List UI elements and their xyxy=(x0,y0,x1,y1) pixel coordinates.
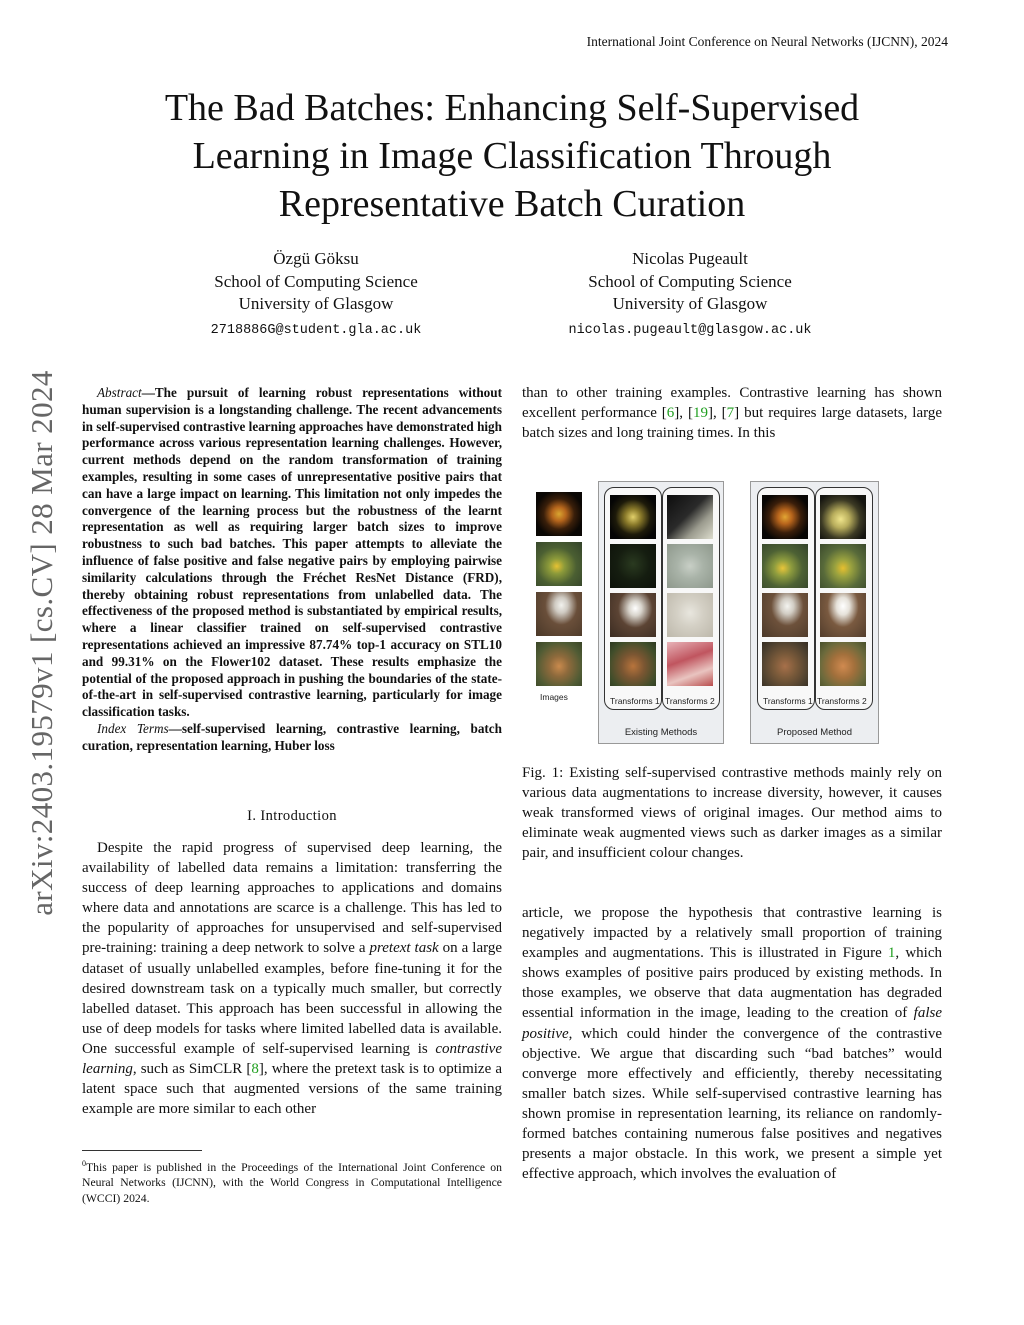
image-thumb xyxy=(762,544,808,588)
existing-methods-label: Existing Methods xyxy=(624,727,698,738)
image-thumb xyxy=(610,495,656,539)
image-thumb xyxy=(610,544,656,588)
abstract-label: Abstract xyxy=(97,385,142,400)
title-line-2: Learning in Image Classification Through xyxy=(192,135,832,177)
author-dept: School of Computing Science xyxy=(214,271,418,291)
abstract-text: —The pursuit of learning robust representations without human supervision is a longstanding challenge. The recent advancements in self-supervised contrastive learning approaches have demonstrated high performance across various representation learning challenges. However, current methods depend on the random transformation of training examples, resulting in some cases of unrepresentative positive pairs that can have a large impact on learning. This limitation not only impedes the convergence of the learning process but the robustness of the learnt representation as well as requiring larger batch sizes to improve robustness to such bad batches. This paper attempts to alleviate the influence of false positive and false negative pairs by employing pairwise similarity calculations through the Fréchet ResNet Distance (FRD), thereby obtaining robust representations from unlabelled data. The effectiveness of the proposed method is substantiated by empirical results, where a linear classifier trained on self-supervised contrastive representations achieved an impressive 87.74% top-1 accuracy on STL10 and 99.31% on the Flower102 dataset. These results emphasize the potential of the proposed approach in pushing the boundaries of the state-of-the-art in self-supervised contrastive learning, particularly for image classification tasks. xyxy=(82,385,502,720)
image-thumb xyxy=(536,542,582,586)
arxiv-sidebar xyxy=(22,345,62,940)
image-thumb xyxy=(820,544,866,588)
abstract xyxy=(82,385,502,755)
author-dept: School of Computing Science xyxy=(588,271,792,291)
paper-title xyxy=(92,84,932,228)
image-thumb xyxy=(820,593,866,637)
conference-header: International Joint Conference on Neural Networks (IJCNN), 2024 xyxy=(586,34,948,49)
figure-ref-link[interactable]: 1 xyxy=(887,945,896,962)
proposed-method-label: Proposed Method xyxy=(777,727,852,738)
title-line-3: Representative Batch Curation xyxy=(278,183,746,225)
image-thumb xyxy=(820,642,866,686)
right-column-top: than to other training examples. Contrastive learning has shown excellent performance [6], [19], [7] but requires large datasets, large batch sizes and long training times. In this xyxy=(522,385,942,442)
author-email[interactable]: 2718886G@student.gla.ac.uk xyxy=(210,322,422,338)
index-terms-label: Index Terms xyxy=(97,720,169,736)
citation-link[interactable]: 7 xyxy=(726,405,735,422)
image-thumb xyxy=(820,495,866,539)
section-heading: I. Introduction xyxy=(247,808,337,824)
arxiv-id: arXiv:2403.19579v1 [cs.CV] 28 Mar 2024 xyxy=(24,369,59,916)
image-thumb xyxy=(762,495,808,539)
transforms-1-label: Transforms 1 xyxy=(763,696,813,706)
transforms-2-label: Transforms 2 xyxy=(817,696,867,706)
image-thumb xyxy=(536,592,582,636)
title-line-1: The Bad Batches: Enhancing Self-Supervised xyxy=(164,87,860,129)
image-thumb xyxy=(667,593,713,637)
footnote: $^0$This paper is published in the Proceedings of the International Joint Conference on Neural Networks (IJCNN), with the World Congress in Computational Intelligence (WCCI) 2024. xyxy=(82,1159,502,1205)
image-thumb xyxy=(667,544,713,588)
images-label: Images xyxy=(540,692,568,702)
author-univ: University of Glasgow xyxy=(612,294,768,313)
author-1 xyxy=(166,248,466,342)
figure-1 xyxy=(530,478,890,746)
figure-caption: Fig. 1: Existing self-supervised contrastive methods mainly rely on various data augmentations to increase diversity, however, it causes weak transformed views of original images. Our method aims to eliminate weak augmented views such as darker images as a similar pair, and insufficient colour changes. xyxy=(522,765,942,862)
author-univ: University of Glasgow xyxy=(238,294,394,313)
transforms-2-label: Transforms 2 xyxy=(665,696,715,706)
image-thumb xyxy=(610,642,656,686)
author-2 xyxy=(540,248,840,342)
footnote-rule xyxy=(82,1150,202,1151)
image-thumb xyxy=(536,642,582,686)
author-name: Özgü Göksu xyxy=(273,249,359,268)
author-email[interactable]: nicolas.pugeault@glasgow.ac.uk xyxy=(568,322,812,338)
citation-link[interactable]: 19 xyxy=(692,405,708,422)
image-thumb xyxy=(762,593,808,637)
image-thumb xyxy=(762,642,808,686)
image-thumb xyxy=(536,492,582,536)
image-thumb xyxy=(610,593,656,637)
citation-link[interactable]: 6 xyxy=(666,405,675,422)
right-column-bottom: article, we propose the hypothesis that contrastive learning is negatively impacted by a relatively small proportion of training examples and augmentations. This is illustrated in Figure 1, which shows examples of positive pairs produced by existing methods. In those examples, we observe that data augmentation has degraded essential information in the image, leading to the creation of false positive, which could hinder the convergence of the contrastive objective. We argue that discarding such “bad batches” would converge more effectively and efficiently, thereby necessitating smaller batch sizes. While self-supervised contrastive learning has shown promise in representation learning, its reliance on randomly-formed batches containing numerous false positives and negatives presents a major obstacle. In this work, we present a simple yet effective approach, which involves the evaluation of xyxy=(522,905,942,1183)
index-terms-text: —self-supervised learning, contrastive learning, batch curation, representation learning, Huber loss xyxy=(82,720,502,753)
image-thumb xyxy=(667,495,713,539)
author-name: Nicolas Pugeault xyxy=(632,249,748,268)
intro-text: Despite the rapid progress of supervised deep learning, the availability of labelled data remains a limitation: transferring the success of deep learning approaches to applications and domains where data and annotations are scarce is a challenge. This has led to the popularity of approaches for unsupervised and self-supervised pre-training: training a deep network to solve a pretext task on a large dataset of usually unlabelled examples, before fine-tuning it for the desired downstream task on a typically much smaller, but correctly labelled dataset. This approach has been successful in allowing the use of deep models for tasks where limited labelled data is available. One successful example of self-supervised learning is contrastive learning, such as SimCLR [8], where the pretext task is to optimize a latent space such that augmented versions of the same training example are more similar to each other xyxy=(82,840,502,1118)
transforms-1-label: Transforms 1 xyxy=(610,696,660,706)
citation-link[interactable]: 8 xyxy=(251,1061,259,1078)
image-thumb xyxy=(667,642,713,686)
